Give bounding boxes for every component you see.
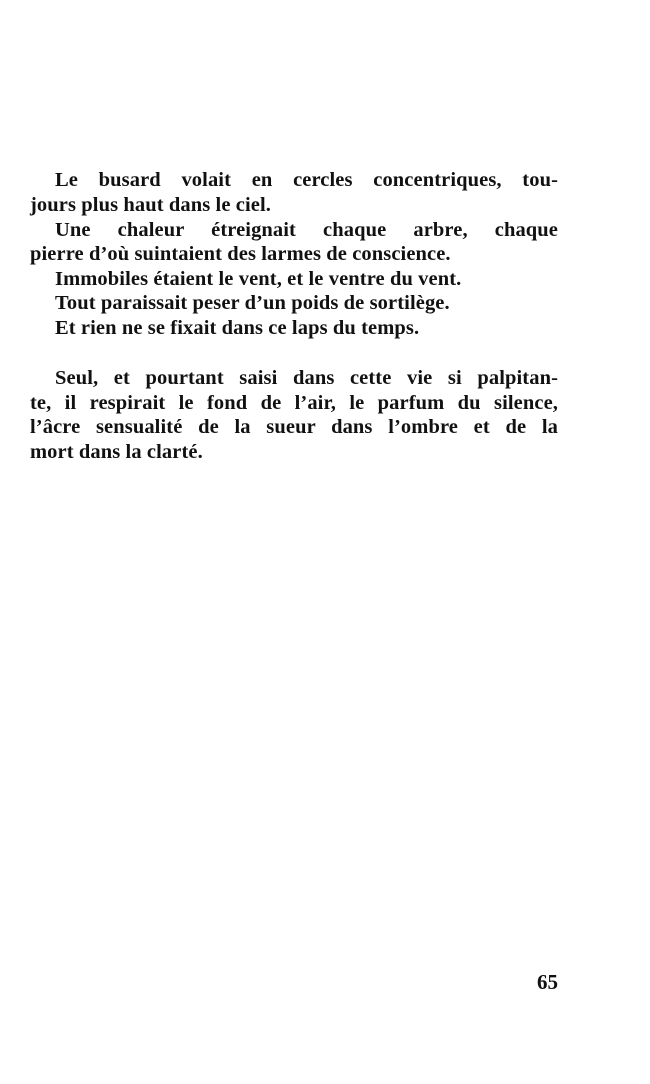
text-line: jours plus haut dans le ciel. — [30, 194, 271, 216]
text-line: Seul, et pourtant saisi dans cette vie si palpitan- — [55, 367, 558, 389]
text-line: Et rien ne se fixait dans ce laps du temps. — [55, 317, 420, 339]
text-line: Le busard volait en cercles concentriques, tou- — [55, 169, 558, 191]
text-line: Immobiles étaient le vent, et le ventre du vent. — [55, 268, 462, 290]
text-line: pierre d’où suintaient des larmes de conscience. — [30, 243, 451, 265]
text-line: mort dans la clarté. — [30, 441, 203, 463]
page-number: 65 — [537, 970, 558, 994]
text-line: Une chaleur étreignait chaque arbre, chaque — [55, 219, 558, 241]
text-line: Tout paraissait peser d’un poids de sortilège. — [55, 292, 450, 314]
text-line: l’âcre sensualité de la sueur dans l’ombre et de la — [30, 416, 558, 438]
text-line: te, il respirait le fond de l’air, le parfum du silence, — [30, 392, 558, 414]
